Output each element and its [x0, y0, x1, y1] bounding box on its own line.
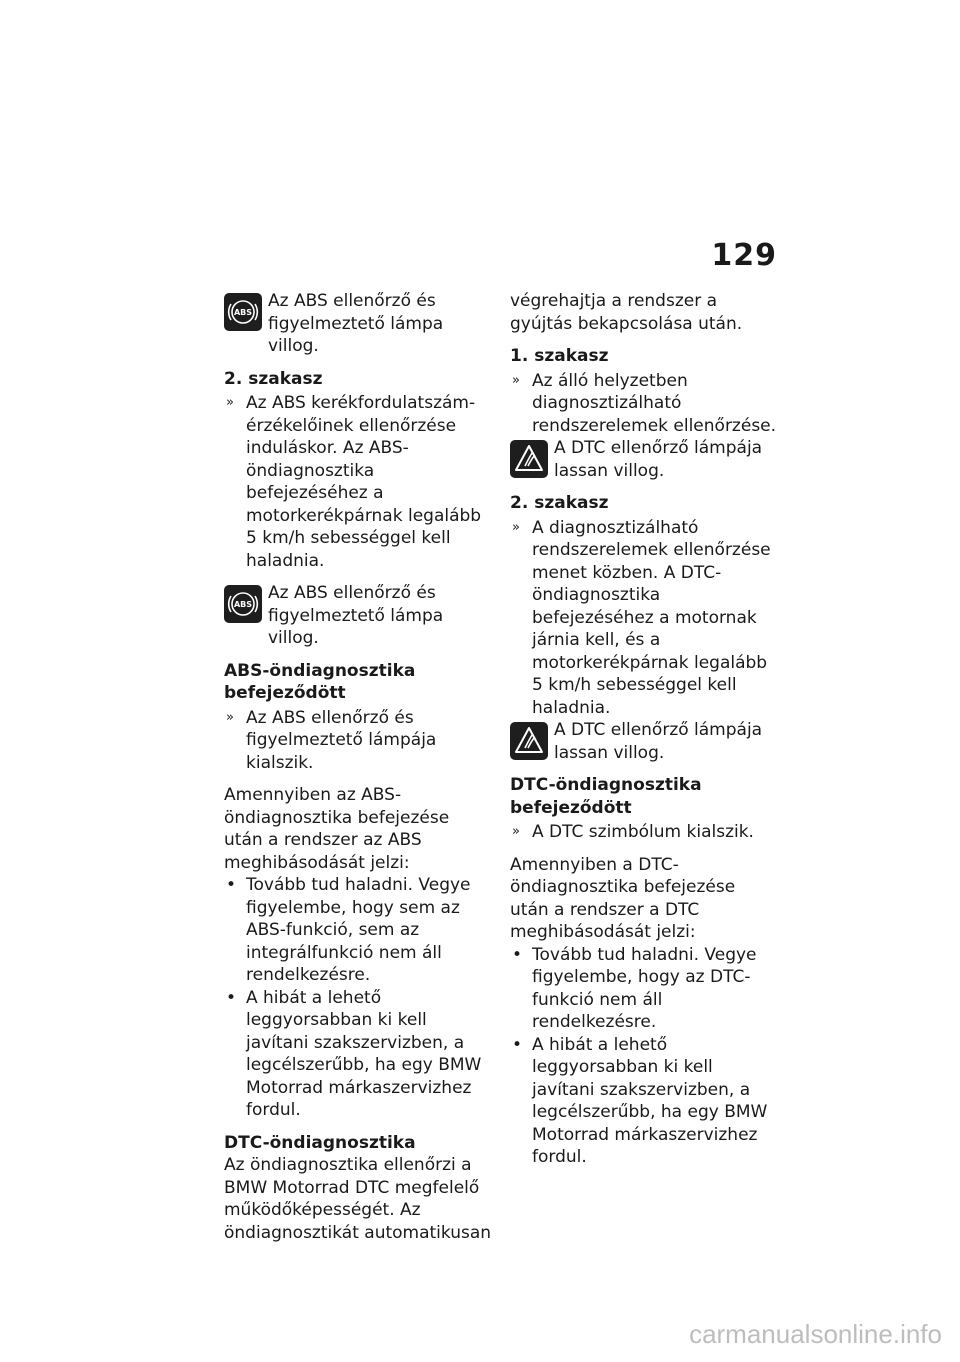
abs-lamp-text: Az ABS ellenőrző és figyelmeztető lámpa villog.	[268, 291, 444, 356]
abs-warning-icon	[224, 293, 262, 331]
right-step-2-item: » A diagnosztizálható rendszerelemek ellenőrzése menet közben. A DTC-öndiagnosztika befejezéséhez a motornak járnia kell, és a motorkerékpárnak legalább 5 km/h sebességgel kell haladnia.	[510, 517, 778, 720]
dtc-bullet-1: • Tovább tud haladni. Vegye figyelembe, hogy az DTC-funkció nem áll rendelkezésre.	[510, 944, 778, 1034]
abs-bullet-2: • A hibát a lehető leggyorsabban ki kell javítani szakszervizben, a legcélszerűbb, ha egy BMW Motorrad márkaszervizhez fordul.	[224, 987, 492, 1122]
dtc-lamp-text: A DTC ellenőrző lámpája lassan villog.	[554, 720, 763, 763]
dtc-lamp-note-1	[510, 437, 778, 482]
dtc-lamp-note-2	[510, 719, 778, 764]
right-step-2-title: 2. szakasz	[510, 493, 609, 513]
left-step-2-item: » Az ABS kerékfordulatszám-érzékelőinek ellenőrzése induláskor. Az ABS-öndiagnosztika befejezéséhez a motorkerékpárnak legalább 5 km/h sebességgel kell haladnia.	[224, 392, 492, 572]
dtc-warning-icon	[510, 722, 548, 760]
abs-fault-text: Amennyiben az ABS-öndiagnosztika befejezése után a rendszer az ABS meghibásodását jelzi:	[224, 785, 450, 873]
abs-lamp-note-2	[224, 582, 492, 650]
abs-done-heading: ABS-öndiagnosztika befejeződött	[224, 660, 416, 703]
dtc-intro-continued: végrehajtja a rendszer a gyújtás bekapcsolása után.	[510, 291, 743, 334]
right-step-1-title: 1. szakasz	[510, 346, 609, 366]
right-step-1-item: » Az álló helyzetben diagnosztizálható rendszerelemek ellenőrzése.	[510, 370, 778, 438]
dtc-done-heading: DTC-öndiagnosztika befejeződött	[510, 775, 702, 818]
dtc-done-item: » A DTC szimbólum kialszik.	[510, 821, 778, 844]
left-column	[224, 290, 492, 1254]
abs-bullet-1: • Tovább tud haladni. Vegye figyelembe, hogy sem az ABS-funkció, sem az integrálfunkció nem áll rendelkezésre.	[224, 874, 492, 987]
svg-text:ABS: ABS	[233, 308, 253, 317]
dtc-lamp-text: A DTC ellenőrző lámpája lassan villog.	[554, 438, 763, 481]
abs-lamp-text: Az ABS ellenőrző és figyelmeztető lámpa villog.	[268, 583, 444, 648]
abs-warning-icon	[224, 585, 262, 623]
dtc-heading: DTC-öndiagnosztika	[224, 1132, 416, 1153]
abs-done-item: » Az ABS ellenőrző és figyelmeztető lámpája kialszik.	[224, 707, 492, 775]
dtc-fault-text: Amennyiben a DTC-öndiagnosztika befejezése után a rendszer a DTC meghibásodását jelzi:	[510, 854, 736, 942]
dtc-bullet-2: • A hibát a lehető leggyorsabban ki kell javítani szakszervizben, a legcélszerűbb, ha egy BMW Motorrad márkaszervizhez fordul.	[510, 1034, 778, 1169]
dtc-warning-icon	[510, 440, 548, 478]
left-step-2-title: 2. szakasz	[224, 368, 323, 389]
svg-text:ABS: ABS	[233, 600, 253, 609]
dtc-intro-text: Az öndiagnosztika ellenőrzi a BMW Motorrad DTC megfelelő működőképességét. Az öndiagnosztikát automatikusan	[224, 1155, 492, 1243]
right-column	[510, 290, 778, 1179]
watermark: carmanualsonline.info	[689, 1319, 942, 1349]
abs-lamp-note-1	[224, 290, 492, 358]
page-number: 129	[711, 238, 777, 273]
